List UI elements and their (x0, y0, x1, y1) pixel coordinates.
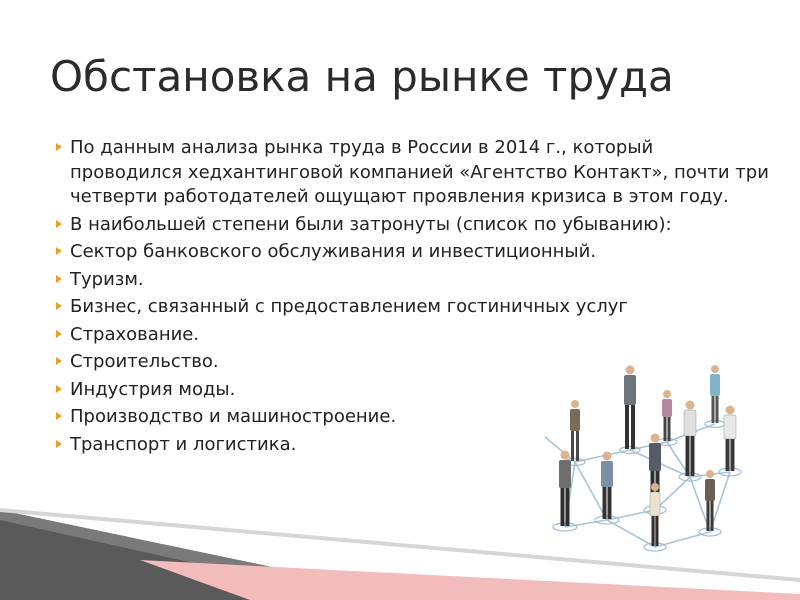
triangle-bullet-icon (56, 302, 62, 310)
triangle-bullet-icon (56, 247, 62, 255)
triangle-bullet-icon (56, 330, 62, 338)
bullet-text: Страхование. (70, 323, 200, 345)
bullet-text: Бизнес, связанный с предоставлением гостиничных услуг (70, 296, 628, 317)
bullet-text: Туризм. (70, 268, 144, 290)
triangle-bullet-icon (56, 357, 62, 365)
bullet-text: Транспорт и логистика. (70, 433, 297, 455)
slide-title: Обстановка на рынке труда (50, 52, 674, 101)
bullet-text: Производство и машиностроение. (70, 406, 397, 427)
bullet-item (56, 213, 771, 238)
bullet-item (56, 136, 771, 210)
bullet-item (56, 268, 771, 293)
triangle-bullet-icon (56, 385, 62, 393)
bullet-text: По данным анализа рынка труда в России в 2014 г., который проводился хедхантинговой компанией «Агентство Контакт», почти три четверти работодателей ощущают проявления кризиса в этом году. (70, 137, 769, 207)
bullet-text: Индустрия моды. (70, 378, 236, 400)
bullet-text: Сектор банковского обслуживания и инвестиционный. (70, 241, 597, 262)
bottom-decoration (0, 498, 800, 600)
bullet-item (56, 240, 771, 265)
triangle-bullet-icon (56, 220, 62, 228)
triangle-bullet-icon (56, 143, 62, 151)
bullet-item (56, 295, 771, 320)
bullet-item (56, 323, 771, 348)
bullet-text: Строительство. (70, 351, 219, 372)
bullet-text: В наибольшей степени были затронуты (список по убыванию): (70, 213, 672, 235)
triangle-bullet-icon (56, 275, 62, 283)
triangle-bullet-icon (56, 440, 62, 448)
triangle-bullet-icon (56, 412, 62, 420)
